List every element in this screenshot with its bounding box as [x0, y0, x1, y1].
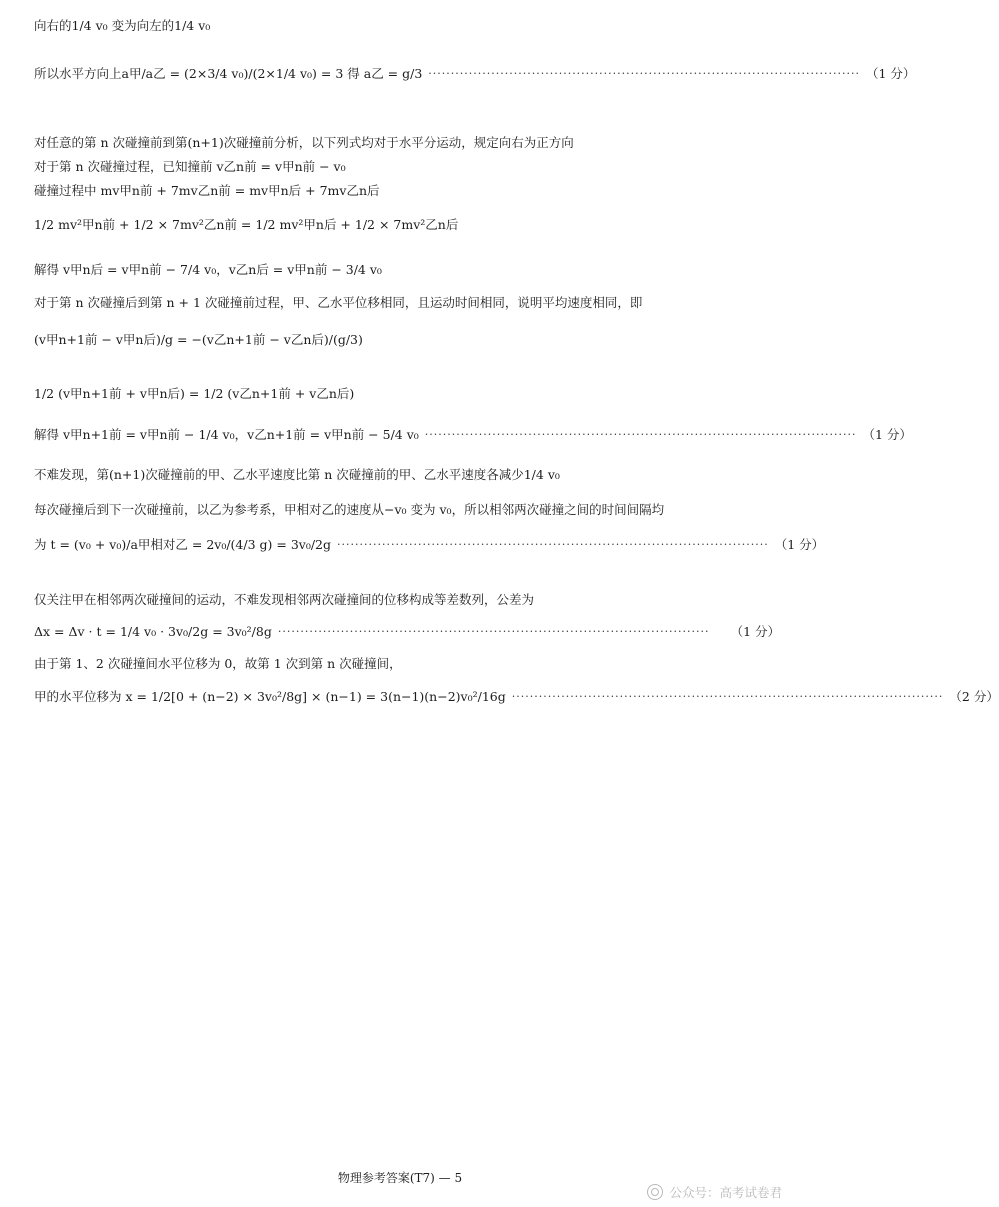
line-6: [34, 215, 780, 233]
dot-leader: ································································································: [428, 66, 860, 80]
score-mark: （2 分）: [949, 689, 999, 704]
line-13: [34, 500, 780, 518]
text-line-11: 解得 v甲n+1前 = v甲n前 − 1/4 v₀，v乙n+1前 = v甲n前 − 5/4 v₀: [34, 427, 419, 442]
page-footer: 物理参考答案(T7) — 5: [337, 1171, 463, 1185]
text-line-7: 解得 v甲n后 = v甲n前 − 7/4 v₀，v乙n后 = v甲n前 − 3/4 v₀: [34, 262, 382, 277]
line-7: [34, 260, 780, 278]
score-mark: （1 分）: [865, 66, 916, 81]
score-mark: （1 分）: [862, 427, 912, 442]
dot-leader: ································································································: [424, 427, 857, 441]
text-line-4: 对于第 n 次碰撞过程，已知撞前 v乙n前 = v甲n前 − v₀: [34, 159, 346, 174]
line-8: [34, 293, 780, 311]
text-line-6: 1/2 mv²甲n前 + 1/2 × 7mv²乙n前 = 1/2 mv²甲n后 + 1/2 × 7mv²乙n后: [34, 217, 459, 232]
line-3: [34, 133, 780, 151]
text-line-1: 向右的1/4 v₀ 变为向左的1/4 v₀: [34, 18, 211, 33]
line-15: [34, 590, 780, 608]
text-line-5: 碰撞过程中 mv甲n前 + 7mv乙n前 = mv甲n后 + 7mv乙n后: [34, 183, 380, 198]
line-12: [34, 465, 780, 483]
wechat-icon: [647, 1184, 663, 1200]
line-9: [34, 330, 780, 348]
line-10: [34, 384, 780, 402]
line-11: [34, 425, 912, 443]
text-line-12: 不难发现，第(n+1)次碰撞前的甲、乙水平速度比第 n 次碰撞前的甲、乙水平速度各减少1/4 v₀: [34, 467, 560, 482]
text-line-13: 每次碰撞后到下一次碰撞前，以乙为参考系，甲相对乙的速度从−v₀ 变为 v₀，所以相邻两次碰撞之间的时间间隔均: [34, 502, 665, 517]
score-mark: （1 分）: [730, 624, 780, 639]
line-17: [34, 654, 780, 672]
line-18: [34, 687, 999, 705]
text-line-9: (v甲n+1前 − v甲n后)/g = −(v乙n+1前 − v乙n后)/(g/3): [34, 332, 363, 347]
watermark-text: 公众号：高考试卷君: [669, 1185, 782, 1200]
text-line-18: 甲的水平位移为 x = 1/2[0 + (n−2) × 3v₀²/8g] × (n−1) = 3(n−1)(n−2)v₀²/16g: [34, 689, 506, 704]
text-line-16: Δx = Δv · t = 1/4 v₀ · 3v₀/2g = 3v₀²/8g: [34, 623, 272, 639]
text-line-2: 所以水平方向上a甲/a乙 = (2×3/4 v₀)/(2×1/4 v₀) = 3 得 a乙 = g/3: [34, 66, 423, 81]
line-16: [34, 622, 780, 640]
text-line-17: 由于第 1、2 次碰撞间水平位移为 0，故第 1 次到第 n 次碰撞间，: [34, 656, 402, 671]
line-4: [34, 157, 780, 175]
line-5: [34, 181, 780, 199]
text-line-3: 对任意的第 n 次碰撞前到第(n+1)次碰撞前分析，以下列式均对于水平分运动，规定向右为正方向: [34, 135, 574, 150]
dot-leader: ································································································: [511, 689, 944, 703]
text-line-8: 对于第 n 次碰撞后到第 n + 1 次碰撞前过程，甲、乙水平位移相同，且运动时间相同，说明平均速度相同，即: [34, 295, 643, 310]
watermark: [647, 1183, 782, 1201]
score-mark: （1 分）: [774, 537, 825, 552]
dot-leader: ································································································: [277, 624, 710, 638]
text-line-10: 1/2 (v甲n+1前 + v甲n后) = 1/2 (v乙n+1前 + v乙n后): [34, 386, 355, 401]
dot-leader: ································································································: [337, 537, 769, 551]
line-14: [34, 535, 825, 553]
text-line-15: 仅关注甲在相邻两次碰撞间的运动，不难发现相邻两次碰撞间的位移构成等差数列，公差为: [34, 592, 535, 607]
text-line-14: 为 t = (v₀ + v₀)/a甲相对乙 = 2v₀/(4/3 g) = 3v₀/2g: [34, 537, 332, 552]
line-2: [34, 64, 916, 82]
line-1: [34, 16, 780, 34]
